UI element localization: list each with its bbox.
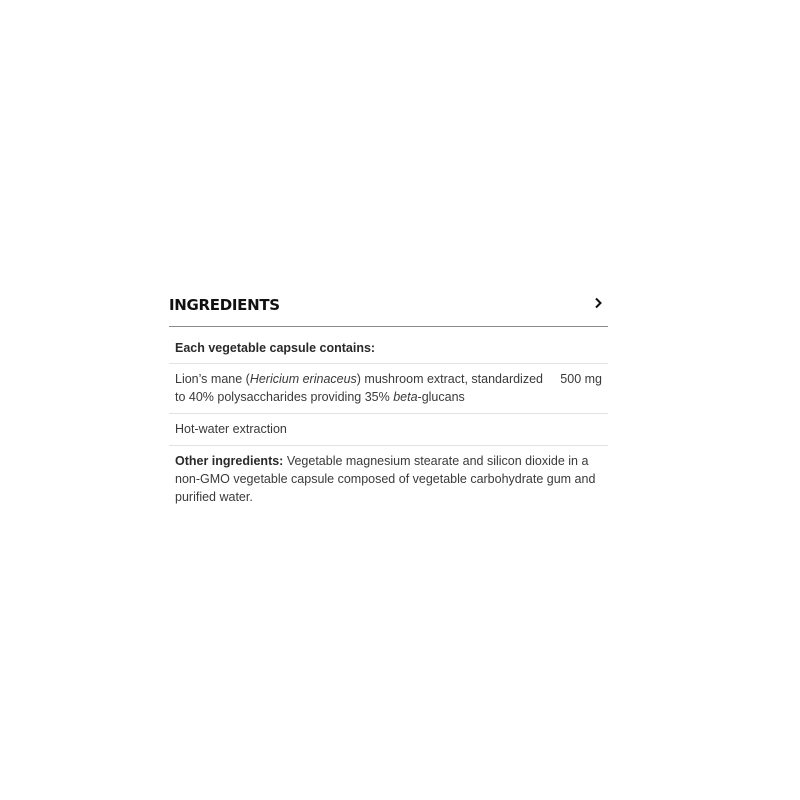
ingredients-panel	[169, 290, 608, 506]
other-ingredients	[169, 446, 608, 506]
ingredient-amount: 500 mg	[560, 372, 602, 386]
ingredients-header[interactable]	[169, 290, 608, 327]
extraction-method: Hot-water extraction	[169, 414, 608, 446]
ingredient-latin-name: Hericium erinaceus	[249, 372, 357, 386]
ingredient-row	[169, 364, 608, 414]
capsule-contains-heading: Each vegetable capsule contains:	[169, 327, 608, 364]
ingredient-description	[175, 370, 547, 406]
ingredient-description-suffix: -glucans	[417, 390, 465, 404]
other-ingredients-label: Other ingredients:	[175, 454, 284, 468]
ingredient-name-prefix: Lion’s mane (	[175, 372, 250, 386]
ingredient-beta: beta	[393, 390, 418, 404]
ingredients-title: INGREDIENTS	[169, 296, 280, 314]
other-ingredients-text: Vegetable magnesium stearate and silicon dioxide in a non-GMO vegetable capsule composed of vegetable carbohydrate gum and purified water.	[175, 454, 596, 504]
chevron-right-icon[interactable]	[593, 297, 603, 309]
ingredient-description-mid: ) mushroom extract, standardized to 40% polysaccharides providing 35%	[175, 372, 543, 404]
